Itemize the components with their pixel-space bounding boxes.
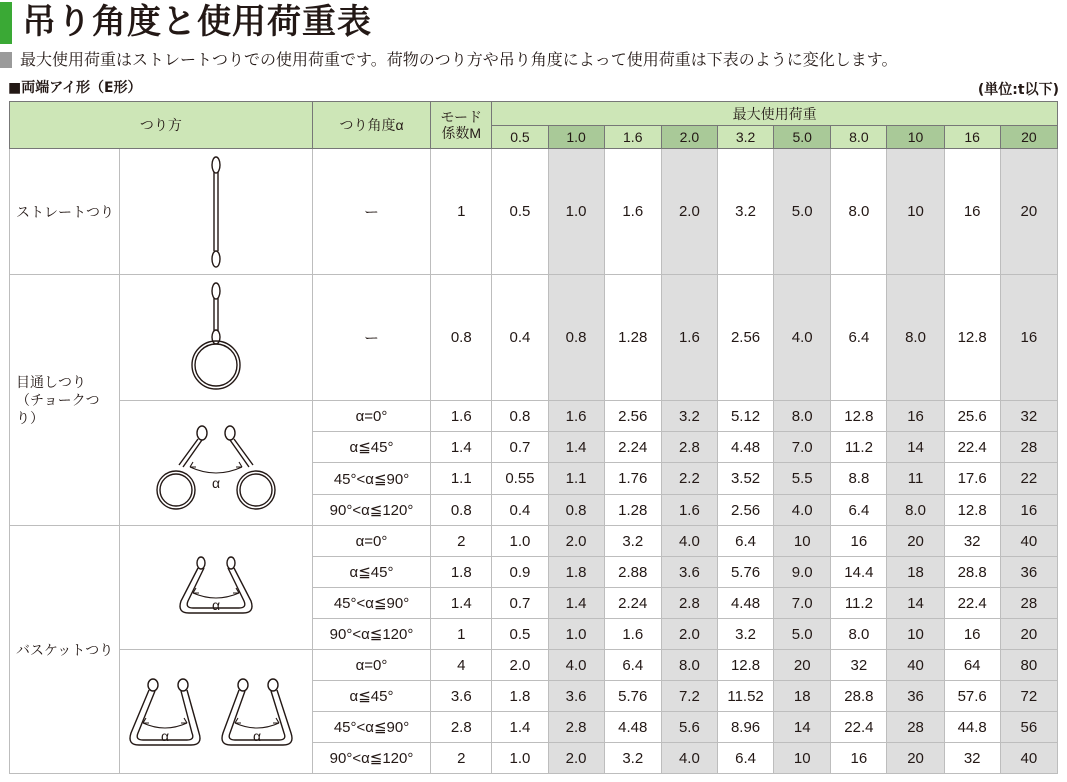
load-cell: 8.8 bbox=[831, 463, 887, 495]
mode-factor-cell: 1 bbox=[431, 149, 492, 275]
load-cell: 4.0 bbox=[661, 526, 717, 557]
column-header: 1.0 bbox=[548, 126, 604, 149]
header-angle: つり角度α bbox=[312, 102, 430, 149]
load-cell: 3.2 bbox=[717, 619, 773, 650]
load-cell: 22.4 bbox=[831, 712, 887, 743]
load-cell: 2.0 bbox=[492, 650, 548, 681]
load-cell: 16 bbox=[1000, 495, 1057, 526]
load-cell: 1.0 bbox=[548, 619, 604, 650]
load-cell: 44.8 bbox=[944, 712, 1000, 743]
load-cell: 8.0 bbox=[831, 149, 887, 275]
load-cell: 12.8 bbox=[944, 275, 1000, 401]
load-cell: 1.0 bbox=[492, 526, 548, 557]
method-basket: バスケットつり bbox=[10, 526, 120, 774]
load-cell: 16 bbox=[887, 401, 944, 432]
load-cell: 10 bbox=[774, 526, 831, 557]
mode-factor-cell: 2 bbox=[431, 743, 492, 774]
load-cell: 1.6 bbox=[604, 149, 661, 275]
angle-cell: α≦45° bbox=[312, 681, 430, 712]
load-cell: 1.6 bbox=[661, 495, 717, 526]
page-title: 吊り角度と使用荷重表 bbox=[22, 2, 372, 42]
load-cell: 32 bbox=[1000, 401, 1057, 432]
load-cell: 1.4 bbox=[492, 712, 548, 743]
column-header: 8.0 bbox=[831, 126, 887, 149]
load-cell: 5.0 bbox=[774, 149, 831, 275]
angle-cell: α=0° bbox=[312, 650, 430, 681]
basket-sling-illustration bbox=[120, 526, 313, 650]
table-row bbox=[10, 526, 1058, 557]
alpha-label: α bbox=[212, 596, 221, 613]
load-cell: 14 bbox=[887, 588, 944, 619]
load-cell: 2.24 bbox=[604, 432, 661, 463]
load-cell: 2.0 bbox=[548, 526, 604, 557]
load-cell: 2.8 bbox=[548, 712, 604, 743]
load-cell: 18 bbox=[774, 681, 831, 712]
load-cell: 28 bbox=[1000, 588, 1057, 619]
header-mode-factor: モード 係数M bbox=[431, 102, 492, 149]
load-cell: 12.8 bbox=[831, 401, 887, 432]
load-cell: 16 bbox=[944, 149, 1000, 275]
load-cell: 1.0 bbox=[492, 743, 548, 774]
mode-factor-cell: 0.8 bbox=[431, 495, 492, 526]
load-cell: 10 bbox=[887, 149, 944, 275]
load-cell: 20 bbox=[1000, 149, 1057, 275]
load-cell: 18 bbox=[887, 557, 944, 588]
angle-cell: 90°<α≦120° bbox=[312, 619, 430, 650]
load-cell: 4.0 bbox=[548, 650, 604, 681]
load-cell: 0.4 bbox=[492, 275, 548, 401]
load-cell: 0.8 bbox=[548, 275, 604, 401]
load-cell: 7.0 bbox=[774, 588, 831, 619]
table-row bbox=[10, 650, 1058, 681]
load-cell: 16 bbox=[944, 619, 1000, 650]
load-cell: 8.0 bbox=[661, 650, 717, 681]
alpha-label: α bbox=[212, 475, 221, 491]
load-cell: 0.4 bbox=[492, 495, 548, 526]
load-cell: 2.0 bbox=[661, 149, 717, 275]
load-cell: 8.96 bbox=[717, 712, 773, 743]
straight-sling-illustration bbox=[120, 149, 313, 275]
load-cell: 3.2 bbox=[661, 401, 717, 432]
column-header: 20 bbox=[1000, 126, 1057, 149]
load-cell: 14 bbox=[774, 712, 831, 743]
load-cell: 4.48 bbox=[717, 588, 773, 619]
load-cell: 20 bbox=[887, 743, 944, 774]
table-row bbox=[10, 401, 1058, 432]
load-cell: 8.0 bbox=[831, 619, 887, 650]
load-cell: 16 bbox=[1000, 275, 1057, 401]
load-cell: 4.48 bbox=[717, 432, 773, 463]
load-cell: 12.8 bbox=[944, 495, 1000, 526]
load-cell: 11 bbox=[887, 463, 944, 495]
alpha-label: α bbox=[253, 727, 262, 744]
load-cell: 0.9 bbox=[492, 557, 548, 588]
load-cell: 16 bbox=[831, 743, 887, 774]
load-cell: 17.6 bbox=[944, 463, 1000, 495]
load-cell: 11.52 bbox=[717, 681, 773, 712]
load-cell: 40 bbox=[1000, 743, 1057, 774]
load-cell: 64 bbox=[944, 650, 1000, 681]
load-cell: 3.6 bbox=[661, 557, 717, 588]
load-cell: 7.2 bbox=[661, 681, 717, 712]
load-cell: 56 bbox=[1000, 712, 1057, 743]
load-cell: 20 bbox=[887, 526, 944, 557]
load-cell: 2.56 bbox=[604, 401, 661, 432]
load-cell: 5.6 bbox=[661, 712, 717, 743]
angle-cell: α=0° bbox=[312, 526, 430, 557]
load-cell: 2.88 bbox=[604, 557, 661, 588]
load-table bbox=[9, 101, 1058, 774]
load-cell: 57.6 bbox=[944, 681, 1000, 712]
column-header: 3.2 bbox=[717, 126, 773, 149]
load-cell: 40 bbox=[887, 650, 944, 681]
column-header: 0.5 bbox=[492, 126, 548, 149]
load-cell: 12.8 bbox=[717, 650, 773, 681]
column-header: 2.0 bbox=[661, 126, 717, 149]
load-cell: 14 bbox=[887, 432, 944, 463]
mode-factor-cell: 2.8 bbox=[431, 712, 492, 743]
angle-cell: 90°<α≦120° bbox=[312, 743, 430, 774]
column-header: 10 bbox=[887, 126, 944, 149]
load-cell: 10 bbox=[774, 743, 831, 774]
load-cell: 6.4 bbox=[604, 650, 661, 681]
angle-cell: 45°<α≦90° bbox=[312, 463, 430, 495]
load-cell: 1.6 bbox=[548, 401, 604, 432]
load-cell: 2.0 bbox=[548, 743, 604, 774]
load-cell: 1.4 bbox=[548, 588, 604, 619]
load-cell: 1.28 bbox=[604, 495, 661, 526]
table-row bbox=[10, 275, 1058, 401]
load-cell: 28.8 bbox=[831, 681, 887, 712]
load-cell: 22.4 bbox=[944, 588, 1000, 619]
angle-cell: α≦45° bbox=[312, 432, 430, 463]
load-cell: 3.2 bbox=[604, 526, 661, 557]
load-cell: 32 bbox=[944, 743, 1000, 774]
load-cell: 6.4 bbox=[831, 275, 887, 401]
method-straight: ストレートつり bbox=[10, 149, 120, 275]
column-header: 1.6 bbox=[604, 126, 661, 149]
angle-cell: α=0° bbox=[312, 401, 430, 432]
mode-factor-cell: 1.1 bbox=[431, 463, 492, 495]
load-cell: 20 bbox=[1000, 619, 1057, 650]
table-row bbox=[10, 149, 1058, 275]
load-cell: 0.8 bbox=[548, 495, 604, 526]
header-method: つり方 bbox=[10, 102, 313, 149]
angle-cell: 45°<α≦90° bbox=[312, 712, 430, 743]
load-cell: 9.0 bbox=[774, 557, 831, 588]
load-cell: 25.6 bbox=[944, 401, 1000, 432]
load-cell: 5.76 bbox=[604, 681, 661, 712]
alpha-label: α bbox=[161, 727, 170, 744]
mode-factor-cell: 1.6 bbox=[431, 401, 492, 432]
choke-sling-illustration bbox=[120, 275, 313, 401]
load-cell: 3.52 bbox=[717, 463, 773, 495]
load-cell: 1.0 bbox=[548, 149, 604, 275]
title-accent-bar bbox=[0, 2, 12, 44]
angle-cell: 90°<α≦120° bbox=[312, 495, 430, 526]
header-max-load: 最大使用荷重 bbox=[492, 102, 1058, 126]
load-cell: 5.12 bbox=[717, 401, 773, 432]
column-header: 5.0 bbox=[774, 126, 831, 149]
mode-factor-cell: 4 bbox=[431, 650, 492, 681]
load-cell: 36 bbox=[887, 681, 944, 712]
load-cell: 1.6 bbox=[661, 275, 717, 401]
load-cell: 3.2 bbox=[717, 149, 773, 275]
column-header: 16 bbox=[944, 126, 1000, 149]
load-cell: 32 bbox=[831, 650, 887, 681]
load-cell: 28 bbox=[887, 712, 944, 743]
angle-cell: ー bbox=[312, 275, 430, 401]
load-cell: 80 bbox=[1000, 650, 1057, 681]
load-cell: 1.76 bbox=[604, 463, 661, 495]
load-cell: 22.4 bbox=[944, 432, 1000, 463]
load-cell: 1.6 bbox=[604, 619, 661, 650]
load-cell: 11.2 bbox=[831, 588, 887, 619]
mode-factor-cell: 3.6 bbox=[431, 681, 492, 712]
load-cell: 0.55 bbox=[492, 463, 548, 495]
page-subtitle: 最大使用荷重はストレートつりでの使用荷重です。荷物のつり方や吊り角度によって使用荷重は下表のように変化します。 bbox=[20, 50, 898, 69]
load-cell: 5.0 bbox=[774, 619, 831, 650]
load-cell: 4.0 bbox=[774, 495, 831, 526]
angle-cell: α≦45° bbox=[312, 557, 430, 588]
mode-factor-cell: 1.8 bbox=[431, 557, 492, 588]
load-cell: 0.7 bbox=[492, 432, 548, 463]
load-cell: 0.8 bbox=[492, 401, 548, 432]
choke-two-leg-illustration bbox=[120, 401, 313, 526]
mode-factor-cell: 0.8 bbox=[431, 275, 492, 401]
load-cell: 2.0 bbox=[661, 619, 717, 650]
basket-two-leg-illustration bbox=[120, 650, 313, 774]
load-cell: 6.4 bbox=[717, 743, 773, 774]
load-cell: 28.8 bbox=[944, 557, 1000, 588]
load-cell: 14.4 bbox=[831, 557, 887, 588]
mode-factor-cell: 1.4 bbox=[431, 588, 492, 619]
load-cell: 2.8 bbox=[661, 588, 717, 619]
load-cell: 40 bbox=[1000, 526, 1057, 557]
load-cell: 8.0 bbox=[774, 401, 831, 432]
load-cell: 2.24 bbox=[604, 588, 661, 619]
load-cell: 16 bbox=[831, 526, 887, 557]
method-choke: 目通しつり （チョークつり） bbox=[10, 275, 120, 526]
mode-factor-cell: 2 bbox=[431, 526, 492, 557]
load-cell: 2.56 bbox=[717, 495, 773, 526]
load-cell: 8.0 bbox=[887, 495, 944, 526]
unit-label: (単位:t以下) bbox=[977, 82, 1059, 98]
load-cell: 6.4 bbox=[831, 495, 887, 526]
load-cell: 6.4 bbox=[717, 526, 773, 557]
load-cell: 0.7 bbox=[492, 588, 548, 619]
load-cell: 2.8 bbox=[661, 432, 717, 463]
load-cell: 0.5 bbox=[492, 619, 548, 650]
load-cell: 8.0 bbox=[887, 275, 944, 401]
load-cell: 1.8 bbox=[548, 557, 604, 588]
load-cell: 3.6 bbox=[548, 681, 604, 712]
load-cell: 28 bbox=[1000, 432, 1057, 463]
load-cell: 4.48 bbox=[604, 712, 661, 743]
load-cell: 2.2 bbox=[661, 463, 717, 495]
load-cell: 1.28 bbox=[604, 275, 661, 401]
load-cell: 36 bbox=[1000, 557, 1057, 588]
load-cell: 22 bbox=[1000, 463, 1057, 495]
mode-factor-cell: 1 bbox=[431, 619, 492, 650]
angle-cell: 45°<α≦90° bbox=[312, 588, 430, 619]
load-cell: 7.0 bbox=[774, 432, 831, 463]
load-cell: 10 bbox=[887, 619, 944, 650]
load-cell: 2.56 bbox=[717, 275, 773, 401]
load-cell: 32 bbox=[944, 526, 1000, 557]
angle-cell: ー bbox=[312, 149, 430, 275]
section-label: ■両端アイ形（E形） bbox=[8, 80, 142, 96]
load-cell: 0.5 bbox=[492, 149, 548, 275]
load-cell: 72 bbox=[1000, 681, 1057, 712]
load-cell: 1.4 bbox=[548, 432, 604, 463]
load-cell: 5.5 bbox=[774, 463, 831, 495]
load-cell: 4.0 bbox=[661, 743, 717, 774]
load-cell: 5.76 bbox=[717, 557, 773, 588]
load-cell: 11.2 bbox=[831, 432, 887, 463]
load-cell: 20 bbox=[774, 650, 831, 681]
load-cell: 4.0 bbox=[774, 275, 831, 401]
load-cell: 3.2 bbox=[604, 743, 661, 774]
subtitle-accent-bar bbox=[0, 52, 12, 68]
load-cell: 1.1 bbox=[548, 463, 604, 495]
mode-factor-cell: 1.4 bbox=[431, 432, 492, 463]
load-cell: 1.8 bbox=[492, 681, 548, 712]
